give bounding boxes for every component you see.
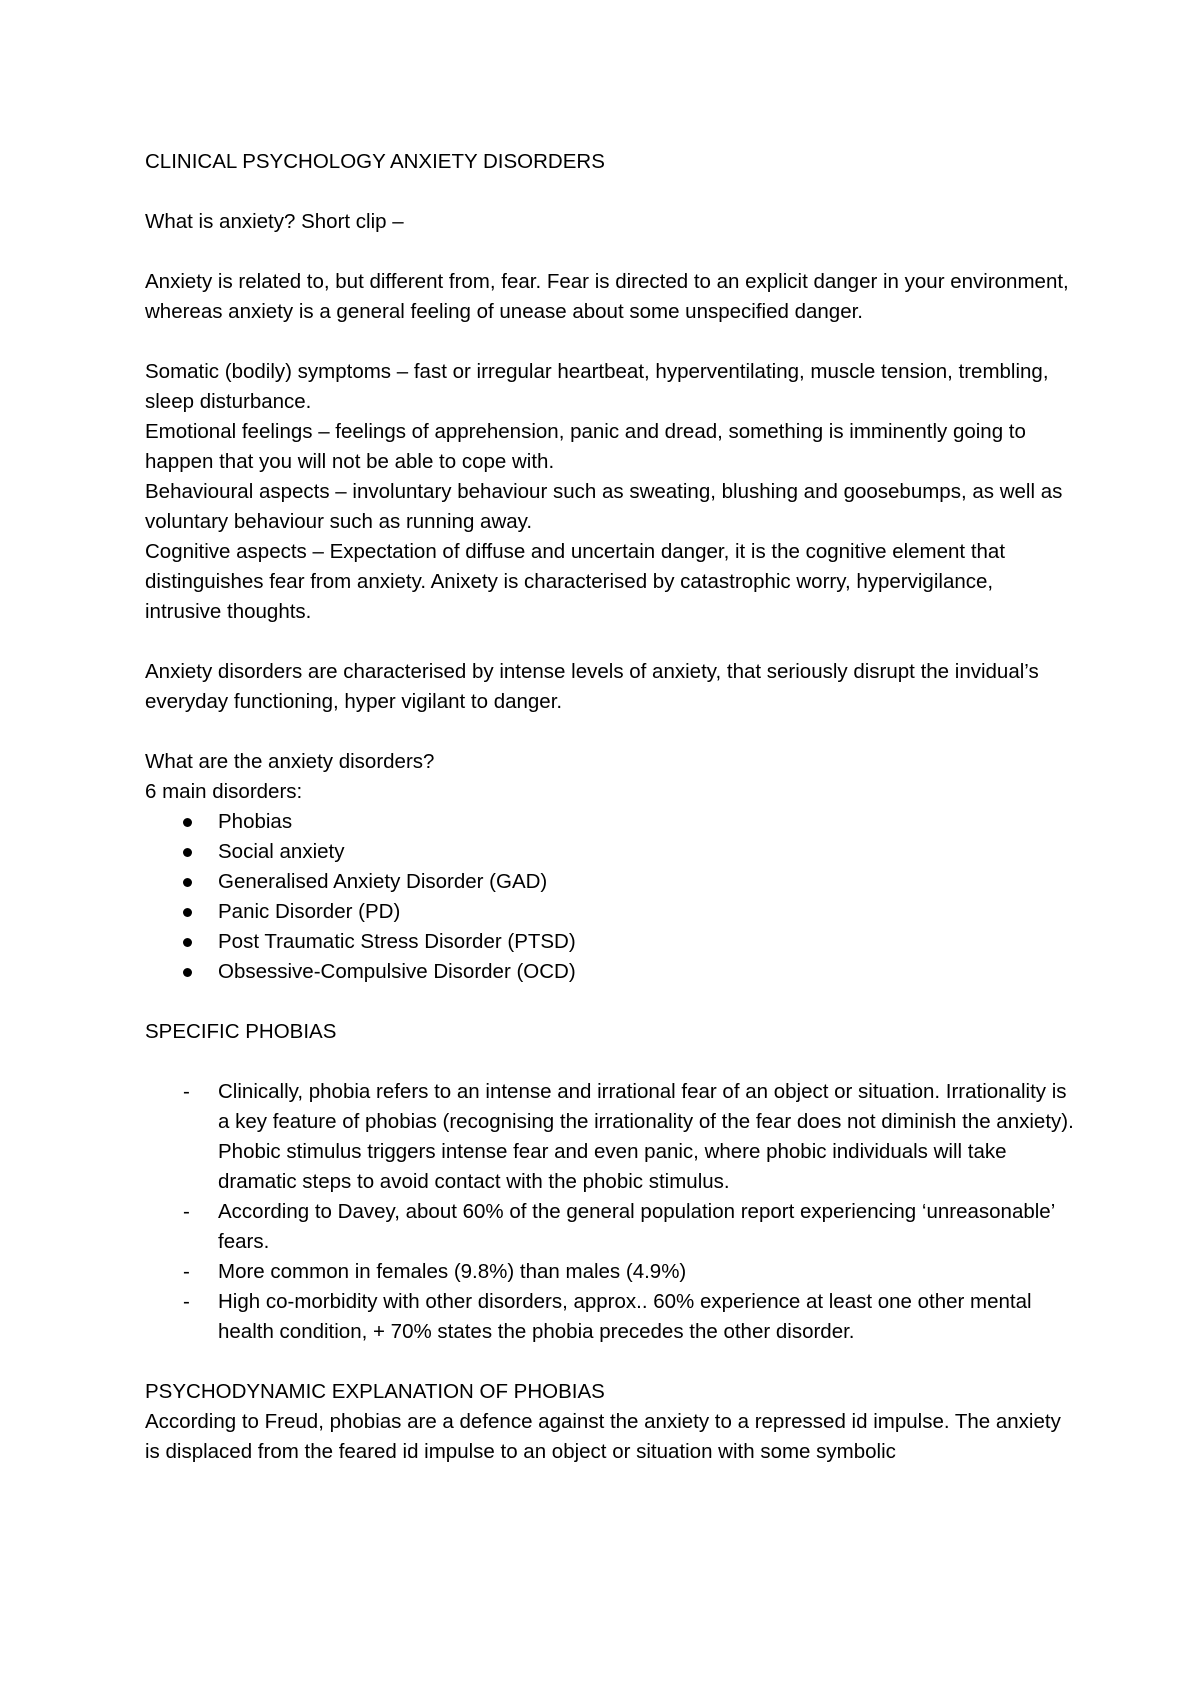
- disorders-question: What are the anxiety disorders?: [145, 750, 435, 773]
- list-item-text: Phobias: [218, 810, 293, 833]
- disorders-list: [145, 807, 1075, 987]
- document-body: [145, 147, 1075, 1467]
- psychodynamic-text: According to Freud, phobias are a defence against the anxiety to a repressed id impulse. The anxiety is displaced from the feared id impulse to an object or situation with some symbolic: [145, 1410, 1061, 1463]
- spacer: [145, 237, 1075, 267]
- list-item-text: Panic Disorder (PD): [218, 900, 401, 923]
- phobias-points-list: [145, 1077, 1075, 1347]
- bullet-icon: [183, 848, 192, 857]
- list-item: [145, 837, 1075, 867]
- document-title: CLINICAL PSYCHOLOGY ANXIETY DISORDERS: [145, 150, 605, 173]
- spacer: [145, 177, 1075, 207]
- spacer: [145, 717, 1075, 747]
- list-item-text: Post Traumatic Stress Disorder (PTSD): [218, 930, 576, 953]
- psychodynamic-heading: PSYCHODYNAMIC EXPLANATION OF PHOBIAS: [145, 1380, 605, 1403]
- spacer: [145, 1347, 1075, 1377]
- intro-question: What is anxiety? Short clip –: [145, 210, 404, 233]
- list-item: [145, 867, 1075, 897]
- list-item: [145, 1287, 1075, 1347]
- list-item: [145, 1197, 1075, 1257]
- list-item-text: According to Davey, about 60% of the general population report experiencing ‘unreasonable’ fears.: [218, 1200, 1055, 1253]
- list-item: [145, 927, 1075, 957]
- disorders-definition: Anxiety disorders are characterised by intense levels of anxiety, that seriously disrupt the invidual’s everyday functioning, hyper vigilant to danger.: [145, 660, 1039, 713]
- list-item: [145, 957, 1075, 987]
- list-item: [145, 807, 1075, 837]
- spacer: [145, 1047, 1075, 1077]
- list-item-text: Social anxiety: [218, 840, 345, 863]
- bullet-icon: [183, 818, 192, 827]
- dash-icon: -: [183, 1260, 190, 1283]
- spacer: [145, 327, 1075, 357]
- anxiety-definition: Anxiety is related to, but different from, fear. Fear is directed to an explicit danger in your environment, whereas anxiety is a general feeling of unease about some unspecified danger.: [145, 270, 1069, 323]
- bullet-icon: [183, 908, 192, 917]
- bullet-icon: [183, 938, 192, 947]
- disorders-count: 6 main disorders:: [145, 780, 303, 803]
- list-item-text: Generalised Anxiety Disorder (GAD): [218, 870, 548, 893]
- cognitive-aspect: Cognitive aspects – Expectation of diffuse and uncertain danger, it is the cognitive element that distinguishes fear from anxiety. Anixety is characterised by catastrophic worry, hypervigilance, intrusive thoughts.: [145, 540, 1006, 623]
- list-item: [145, 897, 1075, 927]
- dash-icon: -: [183, 1200, 190, 1223]
- somatic-aspect: Somatic (bodily) symptoms – fast or irregular heartbeat, hyperventilating, muscle tension, trembling, sleep disturbance.: [145, 360, 1049, 413]
- list-item-text: More common in females (9.8%) than males (4.9%): [218, 1260, 687, 1283]
- emotional-aspect: Emotional feelings – feelings of apprehension, panic and dread, something is imminently going to happen that you will not be able to cope with.: [145, 420, 1026, 473]
- list-item-text: High co-morbidity with other disorders, approx.. 60% experience at least one other mental health condition, + 70% states the phobia precedes the other disorder.: [218, 1290, 1032, 1343]
- dash-icon: -: [183, 1080, 190, 1103]
- bullet-icon: [183, 968, 192, 977]
- list-item-text: Clinically, phobia refers to an intense and irrational fear of an object or situation. Irrationality is a key feature of phobias (recognising the irrationality of the fear does not diminish the anxiety). Phobic stimulus triggers intense fear and even panic, where phobic individuals will take dramatic steps to avoid contact with the phobic stimulus.: [218, 1080, 1074, 1193]
- bullet-icon: [183, 878, 192, 887]
- behavioural-aspect: Behavioural aspects – involuntary behaviour such as sweating, blushing and goosebumps, as well as voluntary behaviour such as running away.: [145, 480, 1063, 533]
- phobias-heading: SPECIFIC PHOBIAS: [145, 1020, 337, 1043]
- list-item-text: Obsessive-Compulsive Disorder (OCD): [218, 960, 576, 983]
- list-item: [145, 1077, 1075, 1197]
- list-item: [145, 1257, 1075, 1287]
- spacer: [145, 987, 1075, 1017]
- dash-icon: -: [183, 1290, 190, 1313]
- spacer: [145, 627, 1075, 657]
